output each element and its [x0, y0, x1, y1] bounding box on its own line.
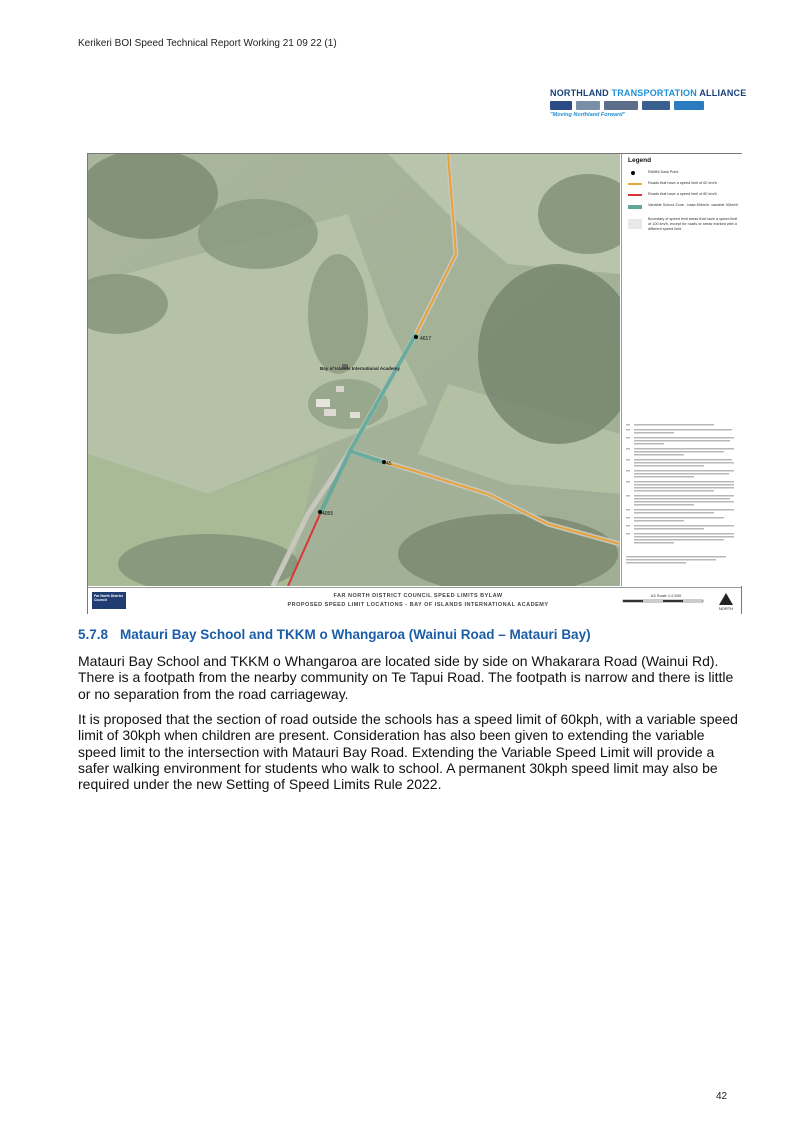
red-line-icon: [628, 194, 642, 196]
far-north-logo: [550, 101, 572, 110]
legend-title: Legend: [628, 157, 652, 164]
paragraph-2: It is proposed that the section of road outside the schools has a speed limit of 60kph, with a variable speed limit of 30kph when children are present. Consideration has also been given to extending the variable speed limit to the intersection with Matauri Bay Road. Extending the Variable Speed Limit will provide a safer walking environment for students who walk to school. A permanent 30kph speed limit may also be required under the new Setting of Speed Limits Rule 2022.: [78, 711, 738, 793]
map-title-line1: FAR NORTH DISTRICT COUNCIL SPEED LIMITS BYLAW: [333, 593, 503, 599]
legend-item-school-zone: Variable School Zone - base 60km/h, variable 30km/h: [626, 203, 738, 215]
scale-bar: [621, 593, 711, 607]
northland-transportation-alliance-logo: [550, 88, 747, 124]
logo-word-2: TRANSPORTATION: [611, 88, 697, 98]
scale-label: A3 Scale 1:2,500: [650, 593, 682, 598]
document-header: Kerikeri BOI Speed Technical Report Working 21 09 22 (1): [78, 38, 337, 49]
legend-item-100-boundary: Boundary of speed limit areas that have a speed limit of 100 km/h, except for roads or areas marked with a different speed limit.: [626, 217, 738, 241]
map-notes: [626, 422, 738, 573]
north-label: NORTH: [718, 606, 734, 611]
scale-bar-graphic: [621, 598, 711, 606]
paragraph-1: Matauri Bay School and TKKM o Whangaroa are located side by side on Whakarara Road (Wainui Rd). There is a footpath from the nearby community on Te Tapui Road. The footpath is narrow and there is little or no separation from the road carriageway.: [78, 653, 734, 702]
section-number: 5.7.8: [78, 627, 109, 642]
kaipara-logo: [576, 101, 600, 110]
council-logo: Far North District Council: [92, 592, 126, 609]
legend-item-ramm: RAMM Data Point: [626, 170, 738, 178]
ramm-point-4617: [414, 335, 418, 339]
school-label: Bay of Islands International Academy: [320, 366, 400, 371]
legend-item-60: Roads that have a speed limit of 60 km/h: [626, 181, 738, 189]
page-number: 42: [716, 1091, 728, 1102]
speed-limit-map: [87, 153, 742, 614]
northland-council-logo: [642, 101, 670, 110]
partner-logos: [550, 101, 730, 110]
waka-kotahi-logo: [674, 101, 704, 110]
orange-line-icon: [628, 183, 642, 185]
ramm-point-icon: [631, 171, 635, 175]
logo-word-3: ALLIANCE: [699, 88, 747, 98]
logo-word-1: NORTHLAND: [550, 88, 609, 98]
point-label-45: 45: [386, 461, 392, 467]
map-legend: [621, 154, 742, 586]
map-title-line2: PROPOSED SPEED LIMIT LOCATIONS - BAY OF ISLANDS INTERNATIONAL ACADEMY: [287, 602, 549, 608]
section-heading: [78, 627, 591, 642]
point-label-4617: 4617: [420, 336, 432, 342]
notes-text-lines: [626, 422, 738, 572]
north-arrow-icon: [716, 591, 736, 611]
aerial-map-graphic: [88, 154, 620, 586]
aerial-map: [88, 154, 620, 586]
section-title: Matauri Bay School and TKKM o Whangaroa (Wainui Road – Matauri Bay): [120, 627, 591, 642]
teal-zone-icon: [628, 205, 642, 209]
point-label-4055: 4055: [322, 511, 334, 517]
map-title-block: [88, 587, 741, 614]
logo-tagline: "Moving Northland Forward": [550, 112, 626, 118]
boundary-area-icon: [628, 219, 642, 229]
whangarei-logo: [604, 101, 638, 110]
legend-item-80: Roads that have a speed limit of 80 km/h: [626, 192, 738, 200]
